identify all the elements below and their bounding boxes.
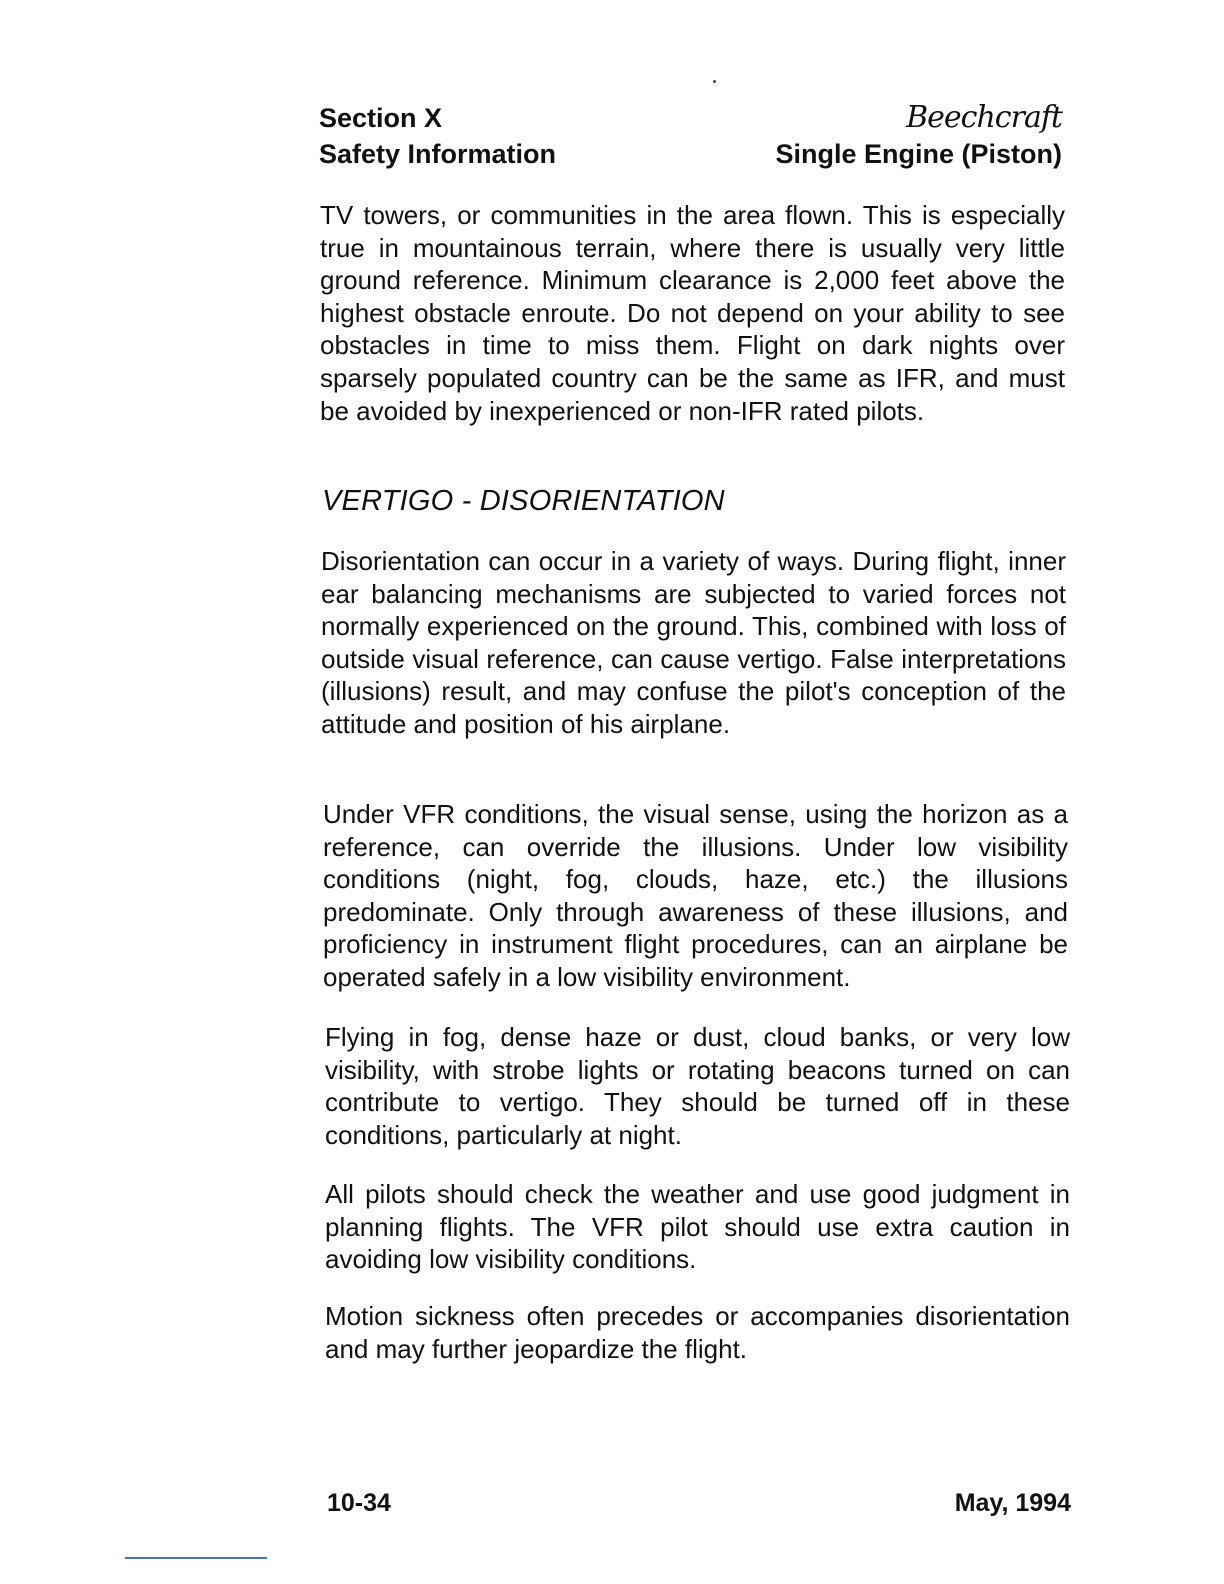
paragraph-weather-check: All pilots should check the weather and use good judgment in planning flights. The VFR pilot should use extra caution in avoiding low visibility conditions.: [325, 1179, 1070, 1275]
brand-header: [775, 100, 1062, 172]
footer-link-underline: [125, 1557, 267, 1559]
paragraph-vfr-conditions: Under VFR conditions, the visual sense, using the horizon as a reference, can override the illusions. Under low visibility conditions (night, fog, clouds, haze, etc.) the illusions predominate. Only through awareness of these illusions, and proficiency in instrument flight procedures, can an airplane be operated safely in a low visibility environment.: [323, 799, 1068, 992]
paragraph-disorientation: Disorientation can occur in a variety of ways. During flight, inner ear balancing mechanisms are subjected to varied forces not normally experienced on the ground. This, combined with loss of outside visual reference, can cause vertigo. False interpretations (illusions) result, and may confuse the pilot's conception of the attitude and position of his airplane.: [321, 546, 1066, 739]
section-header: [319, 100, 556, 172]
page-number: 10-34: [327, 1489, 391, 1517]
scan-speck: [713, 80, 716, 83]
section-title: Safety Information: [319, 139, 557, 169]
paragraph-strobe-lights: Flying in fog, dense haze or dust, cloud banks, or very low visibility, with strobe lights or rotating beacons turned on can contribute to vertigo. They should be turned off in these conditions, particularly at night.: [325, 1022, 1070, 1150]
section-label: Section X: [319, 103, 443, 133]
revision-date: May, 1994: [954, 1489, 1071, 1517]
model-title: Single Engine (Piston): [775, 139, 1062, 169]
paragraph-motion-sickness: Motion sickness often precedes or accompanies disorientation and may further jeopardize the flight.: [325, 1301, 1070, 1364]
brand-logo: Beechcraft: [906, 100, 1062, 135]
intro-paragraph: TV towers, or communities in the area flown. This is especially true in mountainous terrain, where there is usually very little ground reference. Minimum clearance is 2,000 feet above the highest obstacle enroute. Do not depend on your ability to see obstacles in time to miss them. Flight on dark nights over sparsely populated country can be the same as IFR, and must be avoided by inexperienced or non-IFR rated pilots.: [320, 200, 1065, 426]
section-heading: VERTIGO - DISORIENTATION: [322, 485, 725, 517]
